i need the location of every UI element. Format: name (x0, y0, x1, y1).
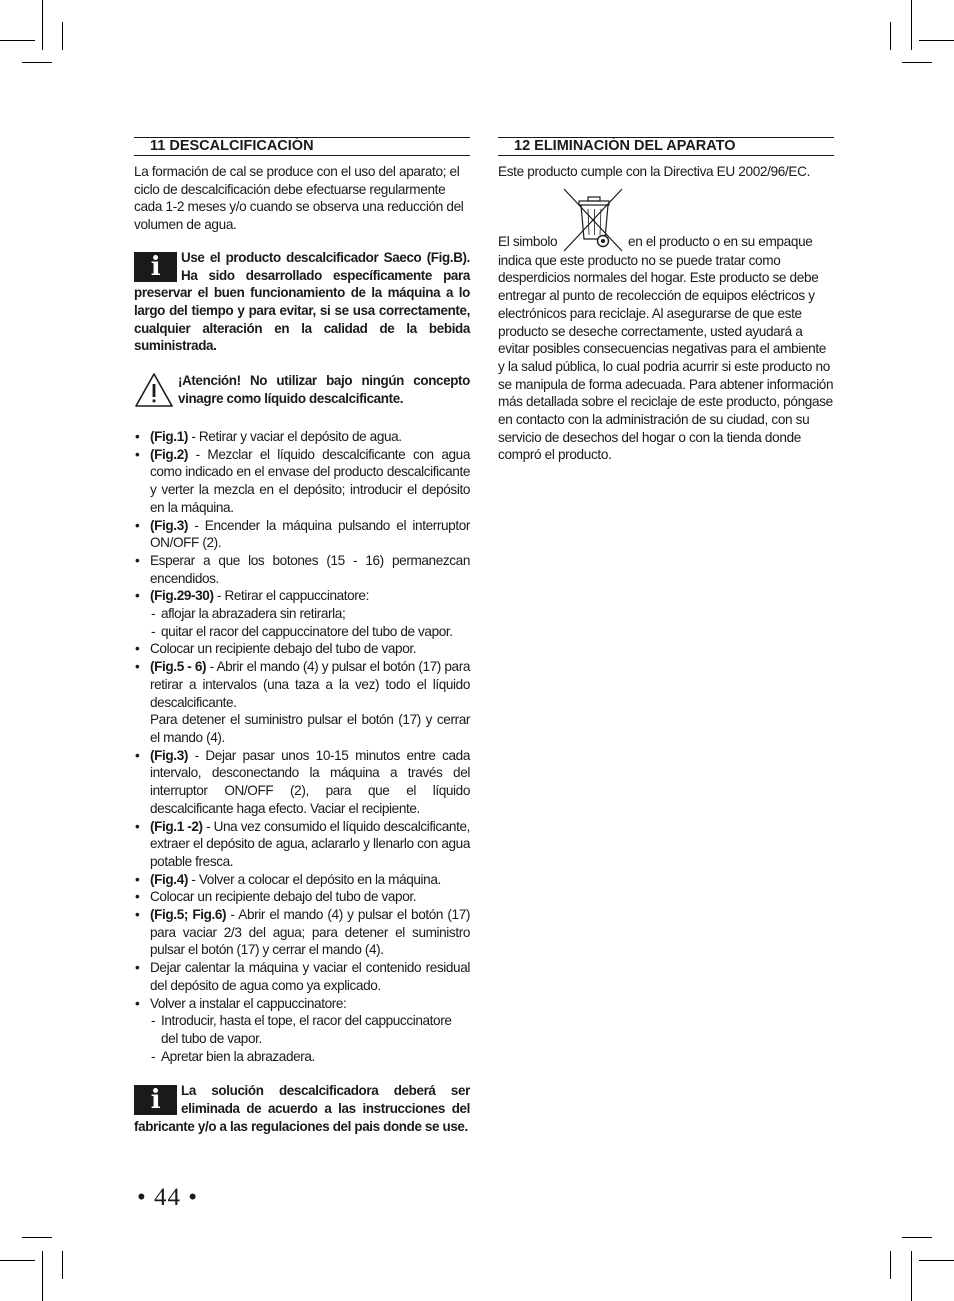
step-item (134, 658, 470, 747)
step-item (134, 640, 470, 658)
sub-steps (150, 1012, 470, 1065)
step-text: - Abrir el mando (4) y pulsar el botón (17) para retirar a intervalos (una taza a la vez) todo el líquido descalcificante. (150, 659, 470, 710)
descaling-steps (134, 428, 470, 1065)
step-text: Dejar calentar la máquina y vaciar el contenido residual del depósito de agua como ya explicado. (150, 960, 470, 993)
step-item (134, 818, 470, 871)
sub-steps (150, 605, 470, 640)
figure-reference: (Fig.5; Fig.6) (150, 907, 227, 923)
step-text: - Retirar y vaciar el depósito de agua. (187, 429, 402, 445)
step-text: - Encender la máquina pulsando el interruptor ON/OFF (2). (150, 517, 470, 551)
step-item (134, 871, 470, 889)
step-item (134, 552, 470, 587)
step-text: - Retirar el cappuccinatore: (213, 588, 369, 604)
directive-text: Este producto cumple con la Directiva EU 2002/96/EC. (498, 164, 810, 179)
figure-reference: (Fig.5 - 6) (150, 659, 207, 675)
figure-reference: (Fig.4) (150, 871, 188, 887)
section-descalcificacion (134, 137, 470, 1135)
step-item (134, 747, 470, 818)
section-title: 12 ELIMINACIÓN DEL APARATO (498, 137, 834, 156)
figure-reference: (Fig.3) (150, 517, 188, 533)
step-item (134, 888, 470, 906)
symbol-row (498, 181, 834, 251)
info-icon: i (134, 252, 177, 282)
figure-reference: (Fig.1) (150, 429, 188, 445)
step-item (134, 517, 470, 552)
info-note-text: Use el producto descalcificador Saeco (Fig.B). Ha sido desarrollado específicamente para preservar el buen funcionamiento de la máquina a lo largo del tiempo y para evitar, si se usa correctamente, cualquier alteración en la calidad de la bebida suministrada. (134, 249, 470, 354)
step-item (134, 906, 470, 959)
step-text: Colocar un recipiente debajo del tubo de vapor. (150, 641, 417, 657)
figure-reference: (Fig.3) (150, 747, 188, 763)
step-item (134, 587, 470, 640)
step-item (134, 995, 470, 1066)
step-extra-text: Para detener el suministro pulsar el botón (17) y cerrar el mando (4). (150, 712, 470, 745)
step-text: - Mezclar el líquido descalcificante con agua como indicado en el envase del producto descalcificante y verter la mezcla en el depósito; introducir el depósito en la máquina. (150, 446, 470, 515)
step-item (134, 446, 470, 517)
intro-paragraph: La formación de cal se produce con el uso del aparato; el ciclo de descalcificación debe efectuarse regularmente cada 1-2 meses y/o cuando se observa una reducción del volumen de agua. (134, 164, 464, 233)
section-title: 11 DESCALCIFICACIÓN (134, 137, 470, 156)
disposal-body: indica que este producto no se puede tratar como desperdicios normales del hogar. Este producto se debe entregar al punto de recolección de equipos eléctricos y electrónicos para reciclaje. Al asegurarse de que este producto se deseche correctamente, usted ayudará a evitar posibles consecuencias negativas para el ambiente y la salud pública, lo cual podria acurrir si este producto no se manipula de forma adecuada. Para abtener información más detallada sobre el reciclaje de este producto, póngase en contacto con la administración de su ciudad, con su servicio de desechos del hogar o con la tienda donde compró el producto. (498, 252, 834, 463)
sub-step-item: - aflojar la abrazadera sin retirarla; (150, 605, 470, 623)
section-eliminacion (498, 137, 834, 464)
step-text: - Dejar pasar unos 10-15 minutos entre cada intervalo, desconectando la máquina a través del interruptor ON/OFF (2), para que el líquido descalcificante haga efecto. Vaciar el recipiente. (150, 747, 470, 816)
step-text: Esperar a que los botones (15 - 16) permanezcan encendidos. (150, 552, 470, 586)
step-item (134, 959, 470, 994)
info-note-text: La solución descalcificadora deberá ser eliminada de acuerdo a las instrucciones del fabricante y/o a las regulaciones del pais donde se use. (134, 1083, 470, 1134)
step-text: Volver a instalar el cappuccinatore: (150, 995, 347, 1011)
info-icon: i (134, 1085, 177, 1115)
step-text: - Una vez consumido el líquido descalcificante, extraer el depósito de agua, aclararlo y llenarlo con agua potable fresca. (150, 818, 471, 869)
figure-reference: (Fig.1 -2) (150, 818, 203, 834)
step-text: - Volver a colocar el depósito en la máquina. (187, 871, 441, 887)
step-text: - Abrir el mando (4) y pulsar el botón (17) para vaciar 2/3 del agua; para detener el suministro pulsar el botón (17) y cerrar el mando (4). (150, 907, 470, 958)
warning-icon (134, 372, 174, 408)
warning-note-text: ¡Atención! No utilizar bajo ningún concepto vinagre como líquido descalcificante. (178, 373, 470, 406)
step-text: Colocar un recipiente debajo del tubo de vapor. (150, 889, 417, 905)
symbol-label-after: en el producto o en su empaque (628, 233, 813, 249)
symbol-label-before: El simbolo (498, 233, 558, 249)
step-item (134, 428, 470, 446)
info-note-disposal (134, 1082, 470, 1135)
figure-reference: (Fig.29-30) (150, 588, 214, 604)
page-number: • 44 • (137, 1184, 199, 1211)
sub-step-item: - Introducir, hasta el tope, el racor del cappuccinatore del tubo de vapor. (150, 1012, 470, 1047)
figure-reference: (Fig.2) (150, 446, 188, 462)
crossed-out-wheelie-bin-icon (561, 187, 625, 253)
warning-note (134, 372, 470, 408)
info-note (134, 249, 470, 355)
sub-step-item: - quitar el racor del cappuccinatore del tubo de vapor. (150, 623, 470, 641)
sub-step-item: - Apretar bien la abrazadera. (150, 1048, 470, 1066)
